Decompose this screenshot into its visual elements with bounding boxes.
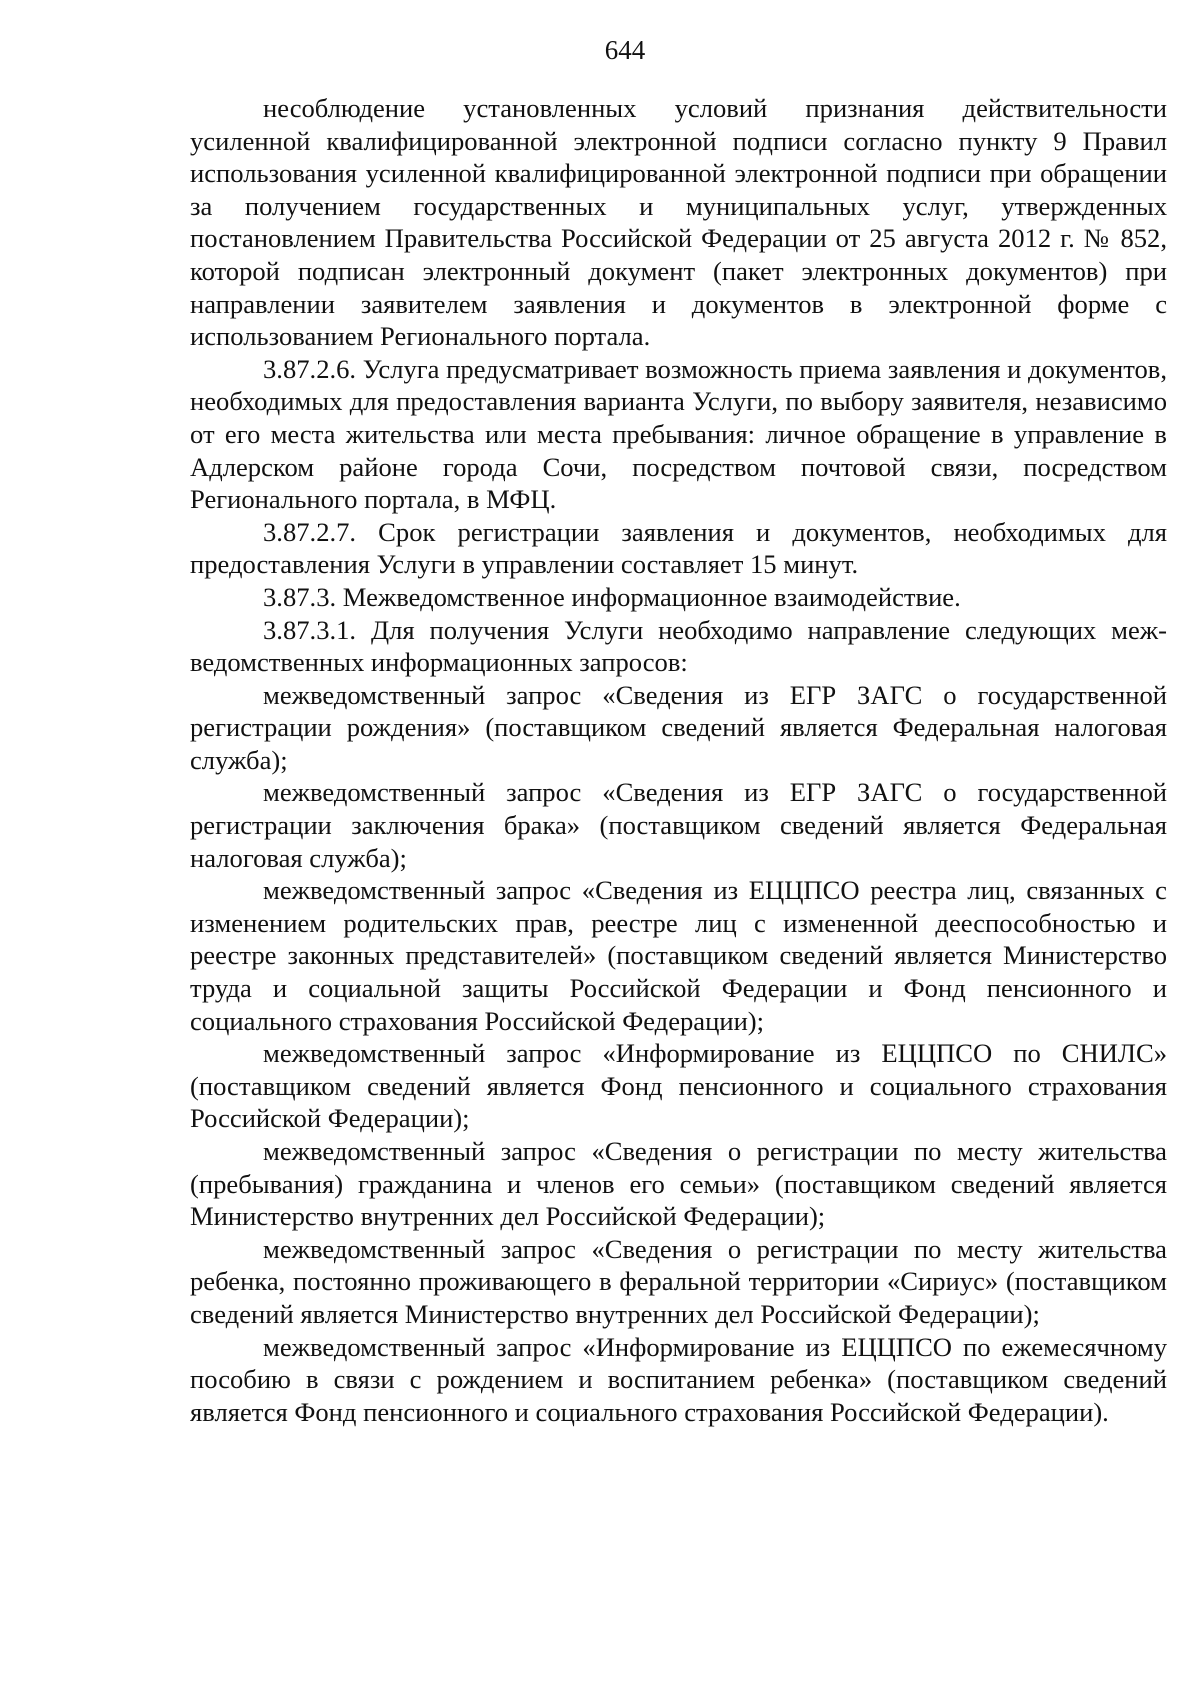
request-birth-registration: межведомственный запрос «Сведения из ЕГР ЗАГС о государственной регистрации рождения» (поставщиком сведений является Федеральная налоговая служба); (190, 679, 1167, 775)
request-parental-rights-registry: межведомственный запрос «Сведения из ЕЦЦПСО реестра лиц, связанных с изменением родительских прав, реестре лиц с измененной дееспособностью и реестре законных представителей» (поставщиком сведений является Министерство труда и социальной защиты Российской Федерации и Фонд пенсионного и социального страхования Российской Федерации); (190, 875, 1167, 1036)
paragraph-3-87-2-7: 3.87.2.7. Срок регистрации заявления и документов, необходимых для предоставления Услуги в управлении составляет 15 минут. (190, 516, 1167, 580)
request-marriage-registration: межведомственный запрос «Сведения из ЕГР ЗАГС о государственной регистрации заключения брака» (поставщиком сведений является Федеральная налоговая служба); (190, 777, 1167, 873)
page-number: 644 (604, 35, 646, 65)
request-residence-family: межведомственный запрос «Сведения о регистрации по месту жительства (пребывания) гражданина и членов его семьи» (поставщиком сведений является Министерство внутренних дел Российской Федерации); (190, 1136, 1167, 1232)
paragraph-3-87-3-1: 3.87.3.1. Для получения Услуги необходимо направление следующих межведомственных информационных запросов: (190, 614, 1167, 678)
request-residence-child-sirius: межведомственный запрос «Сведения о регистрации по месту жительства ребенка, постоянно проживающего в феральной территории «Сириус» (поставщиком сведений является Министерство внутренних дел Российской Федерации); (190, 1233, 1167, 1329)
document-body (190, 92, 1167, 1428)
paragraph-signature-requirement: несоблюдение установленных условий признания действительности усиленной квалифицированной электронной подписи согласно пункту 9 Правил использования усиленной квалифицированной электронной подписи при обращении за получением государственных и муниципальных услуг, утвержденных постановлением Правительства Российской Федерации от 25 августа 2012 г. № 852, которой подписан электронный документ (пакет электронных документов) при направлении заявителем заявления и документов в электронной форме с использованием Регионального портала. (190, 93, 1167, 352)
request-snils-info: межведомственный запрос «Информирование из ЕЦЦПСО по СНИЛС» (поставщиком сведений является Фонд пенсионного и социального страхования Российской Федерации); (190, 1038, 1167, 1134)
paragraph-3-87-3: 3.87.3. Межведомственное информационное взаимодействие. (263, 581, 961, 612)
paragraph-3-87-2-6: 3.87.2.6. Услуга предусматривает возможность приема заявления и документов, необходимых для предоставления варианта Услуги, по выбору заявителя, независимо от его места жительства или места пребывания: личное обращение в управление в Адлерском районе города Сочи, посредством почтовой связи, посредством Регионального портала, в МФЦ. (190, 353, 1167, 515)
request-monthly-allowance: межведомственный запрос «Информирование из ЕЦЦПСО по ежемесячному пособию в связи с рождением и воспитанием ребенка» (поставщиком сведений является Фонд пенсионного и социального страхования Российской Федерации). (190, 1331, 1167, 1427)
